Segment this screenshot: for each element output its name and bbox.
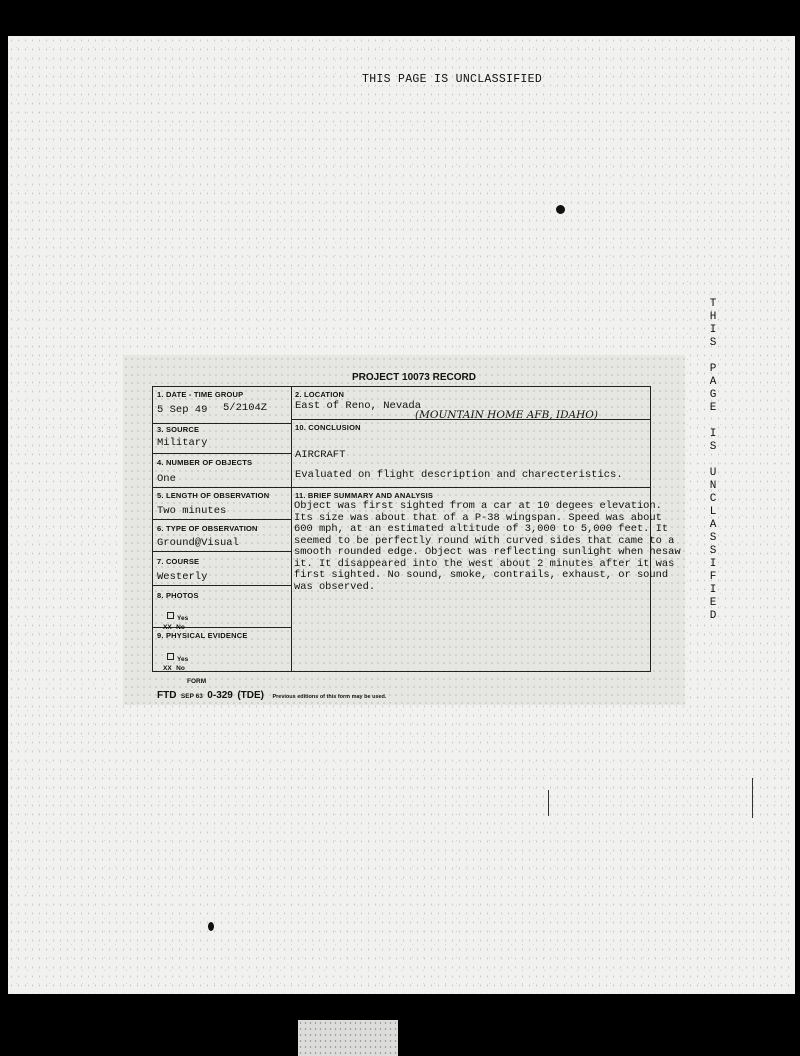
stamp-gap: [706, 350, 720, 363]
form-id: FTD: [157, 690, 177, 701]
photos-yes-label: Yes: [177, 615, 189, 622]
form-number: 0-329: [207, 690, 233, 701]
evidence-no-option: [163, 657, 185, 675]
date-value: 5 Sep 49: [157, 404, 208, 416]
row-rule: [153, 551, 291, 552]
row-rule: [153, 453, 291, 454]
stamp-letter: C: [709, 493, 717, 505]
stamp-gap: [706, 415, 720, 428]
stamp-letter: I: [709, 584, 717, 596]
evidence-no-mark: XX: [163, 665, 172, 672]
stamp-letter: P: [709, 363, 717, 375]
row-rule: [291, 487, 650, 488]
length-of-observation-value: Two minutes: [157, 505, 227, 517]
photos-label: 8. PHOTOS: [157, 591, 199, 600]
stamp-letter: F: [709, 571, 717, 583]
stamp-letter: G: [709, 389, 717, 401]
course-label: 7. COURSE: [157, 557, 200, 566]
photos-no-label: No: [176, 624, 185, 631]
form-column-divider: [291, 387, 292, 671]
stamp-letter: A: [709, 376, 717, 388]
stamp-letter: I: [709, 558, 717, 570]
stamp-gap: [706, 454, 720, 467]
location-label: 2. LOCATION: [295, 390, 345, 399]
stamp-letter: L: [709, 506, 717, 518]
classification-header: THIS PAGE IS UNCLASSIFIED: [362, 73, 543, 86]
stamp-letter: T: [709, 298, 717, 310]
record-form: [152, 386, 681, 672]
length-of-observation-label: 5. LENGTH OF OBSERVATION: [157, 491, 270, 500]
next-page-stub: [298, 1020, 398, 1056]
ink-blot: [556, 205, 565, 214]
summary-label: 11. BRIEF SUMMARY AND ANALYSIS: [295, 491, 434, 500]
stamp-letter: S: [709, 337, 717, 349]
row-rule: [153, 487, 291, 488]
unclassified-side-stamp: [706, 298, 720, 623]
stamp-letter: E: [709, 402, 717, 414]
evidence-yes-label: Yes: [177, 656, 189, 663]
stamp-letter: S: [709, 545, 717, 557]
summary-line: 600 mph, at an estimated altitude of 3,000 to 5,000 feet. It: [294, 523, 669, 535]
conclusion-label: 10. CONCLUSION: [295, 423, 361, 432]
stamp-letter: H: [709, 311, 717, 323]
summary-line: Object was first sighted from a car at 10 degees elevation.: [294, 500, 662, 512]
conclusion-note: Evaluated on flight description and charecteristics.: [295, 469, 623, 481]
location-value: East of Reno, Nevada: [295, 400, 422, 412]
record-title: PROJECT 10073 RECORD: [352, 372, 476, 383]
top-border: [0, 0, 800, 8]
stamp-letter: I: [709, 324, 717, 336]
number-of-objects-value: One: [157, 473, 176, 485]
stamp-letter: D: [709, 610, 717, 622]
stamp-letter: U: [709, 467, 717, 479]
row-rule: [153, 519, 291, 520]
stamp-letter: A: [709, 519, 717, 531]
scan-mark: [548, 790, 549, 816]
time-value: 5/2104Z: [223, 402, 268, 414]
row-rule: [153, 585, 291, 586]
scan-mark: [752, 778, 753, 818]
source-label: 3. SOURCE: [157, 425, 200, 434]
evidence-no-label: No: [176, 665, 185, 672]
summary-text: [294, 500, 681, 593]
physical-evidence-label: 9. PHYSICAL EVIDENCE: [157, 631, 248, 640]
summary-line: Its size was about that of a P-38 wingspan. Speed was about: [294, 511, 662, 524]
form-org: (TDE): [237, 690, 264, 701]
conclusion-value: AIRCRAFT: [295, 449, 346, 461]
type-of-observation-label: 6. TYPE OF OBSERVATION: [157, 524, 258, 533]
stamp-letter: S: [709, 441, 717, 453]
stamp-letter: I: [709, 428, 717, 440]
stamp-letter: E: [709, 597, 717, 609]
row-rule: [153, 423, 291, 424]
ink-blot: [208, 922, 214, 931]
stamp-letter: N: [709, 480, 717, 492]
handwritten-location: (MOUNTAIN HOME AFB, IDAHO): [415, 409, 598, 421]
course-value: Westerly: [157, 571, 208, 583]
summary-line: seemed to be perfectly round with curved sides that came to a: [294, 534, 675, 547]
source-value: Military: [157, 437, 208, 449]
summary-line: was observed.: [294, 580, 376, 593]
stamp-letter: S: [709, 532, 717, 544]
summary-line: smooth rounded edge. Object was reflecting sunlight when hesaw: [294, 546, 681, 558]
number-of-objects-label: 4. NUMBER OF OBJECTS: [157, 458, 253, 467]
photos-no-mark: XX: [163, 624, 172, 631]
form-note: Previous editions of this form may be used.: [272, 694, 387, 700]
form-date: SEP 63: [180, 693, 203, 700]
summary-line: it. It disappeared into the west about 2 minutes after it was: [294, 557, 675, 570]
type-of-observation-value: Ground@Visual: [157, 537, 239, 549]
summary-line: first sighted. No sound, smoke, contrails, exhaust, or sound: [294, 569, 669, 581]
form-word: FORM: [187, 678, 207, 685]
date-time-label: 1. DATE - TIME GROUP: [157, 390, 244, 399]
